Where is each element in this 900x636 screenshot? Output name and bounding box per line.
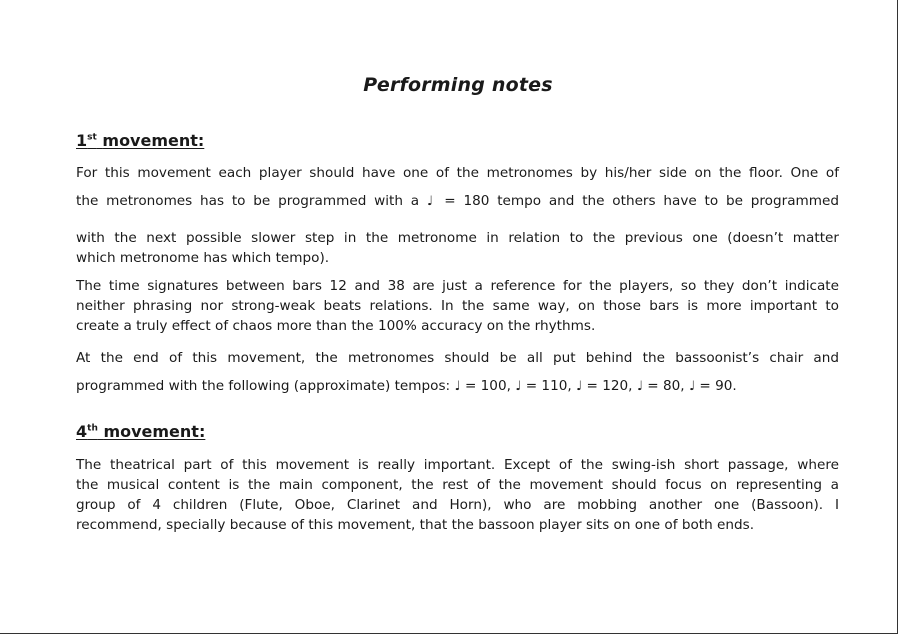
tempo-value: = 90.	[699, 378, 737, 394]
movement-1-paragraph-1	[76, 163, 839, 268]
quarter-note-icon: ♩	[576, 379, 583, 394]
text-line: which metronome has which tempo).	[76, 250, 330, 266]
quarter-note-icon: ♩	[454, 379, 461, 394]
movement-4-ordinal: th	[87, 423, 98, 434]
movement-4-heading	[76, 422, 205, 441]
movement-1-number: 1	[76, 131, 88, 150]
movement-1-ordinal: st	[87, 132, 97, 143]
tempo-line	[76, 376, 839, 397]
text-line: group of 4 children (Flute, Oboe, Clarinet and Horn), who are mobbing another one (Bassoon). I	[76, 497, 839, 513]
quarter-note-icon: ♩	[515, 379, 522, 394]
text-line: with the next possible slower step in the metronome in relation to the previous one (doesn’t matter	[76, 230, 839, 246]
tempo-value: = 120,	[586, 378, 633, 394]
quarter-note-icon: ♩	[636, 379, 643, 394]
text-line: the musical content is the main component, the rest of the movement should focus on representing a	[76, 477, 839, 493]
quarter-note-icon: ♩	[426, 194, 437, 209]
tempo-value: = 110,	[525, 378, 572, 394]
movement-1-paragraph-2	[76, 276, 839, 336]
text-segment: programmed with the following (approximate) tempos:	[76, 378, 451, 394]
movement-4-label: movement:	[103, 422, 206, 441]
text-line: For this movement each player should have one of the metronomes by his/her side on the floor. One of	[76, 165, 839, 181]
page-title: Performing notes	[363, 74, 553, 96]
movement-4-number: 4	[76, 422, 88, 441]
text-line: neither phrasing nor strong-weak beats relations. In the same way, on those bars is more important to	[76, 298, 839, 314]
tempo-value: = 100,	[464, 378, 511, 394]
movement-1-label: movement:	[102, 131, 205, 150]
tempo-value: = 80,	[647, 378, 685, 394]
movement-1-heading	[76, 131, 204, 150]
movement-4-paragraph-1	[76, 455, 839, 535]
text-line: recommend, specially because of this movement, that the bassoon player sits on one of both ends.	[76, 517, 755, 533]
text-line: The theatrical part of this movement is really important. Except of the swing-ish short passage, where	[76, 457, 839, 473]
text-line: At the end of this movement, the metronomes should be all put behind the bassoonist’s chair and	[76, 350, 839, 366]
text-segment: = 180 tempo and the others have to be programmed	[444, 193, 840, 209]
text-line	[76, 191, 839, 212]
text-line: create a truly effect of chaos more than the 100% accuracy on the rhythms.	[76, 318, 596, 334]
movement-1-paragraph-3	[76, 348, 839, 397]
text-segment: the metronomes has to be programmed with a	[76, 193, 420, 209]
text-line: The time signatures between bars 12 and 38 are just a reference for the players, so they don’t indicate	[76, 278, 839, 294]
quarter-note-icon: ♩	[688, 379, 696, 394]
